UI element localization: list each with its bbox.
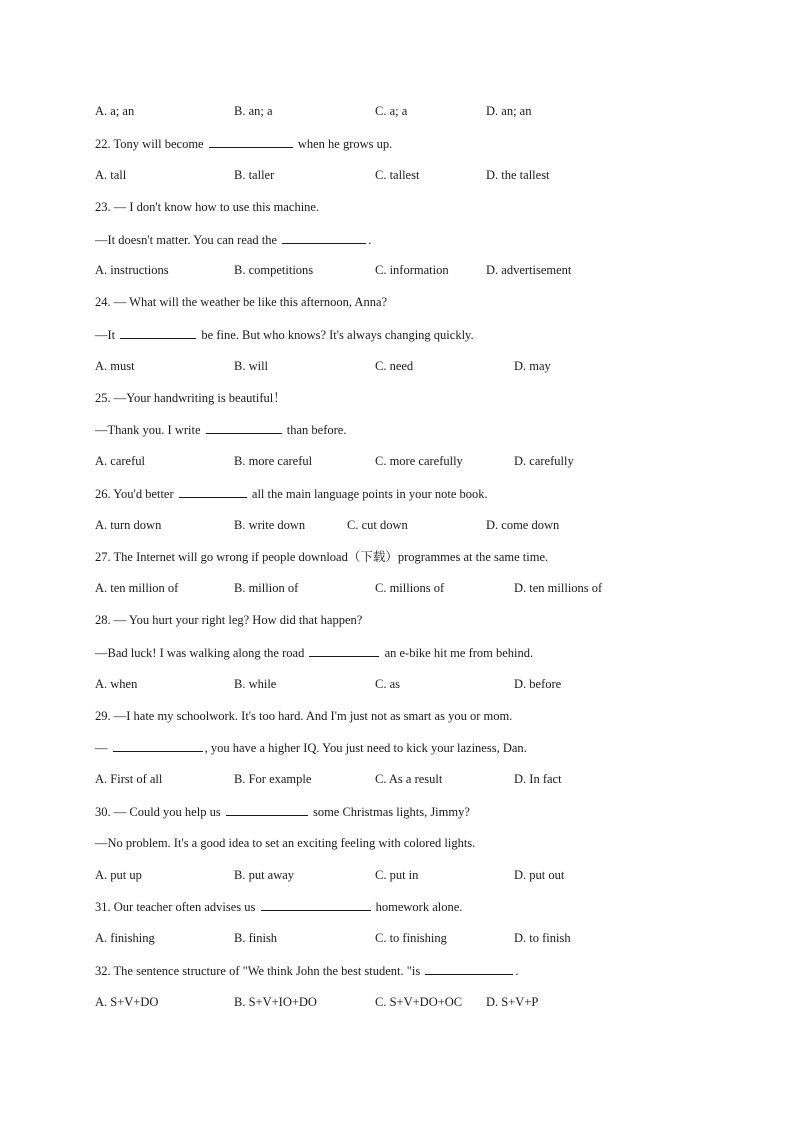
q27-option-d[interactable]: D. ten millions of <box>514 581 603 595</box>
q27-stem: 27. The Internet will go wrong if people download（下载）programmes at the same time. <box>95 550 549 564</box>
q29-option-d[interactable]: D. In fact <box>514 772 562 786</box>
q31-option-d[interactable]: D. to finish <box>514 931 571 945</box>
q31-blank[interactable] <box>261 898 371 911</box>
q21-option-b[interactable]: B. an; a <box>234 104 273 118</box>
q24-options <box>95 358 715 374</box>
q30-option-a[interactable]: A. put up <box>95 868 142 882</box>
q29-option-a[interactable]: A. First of all <box>95 772 163 786</box>
q32-option-c[interactable]: C. S+V+DO+OC <box>375 995 463 1009</box>
q23-stem: 23. — I don't know how to use this machine. <box>95 200 320 214</box>
q29-option-c[interactable]: C. As a result <box>375 772 443 786</box>
q24-option-d[interactable]: D. may <box>514 359 551 373</box>
q21-options <box>95 103 715 119</box>
q30-stem: 30. — Could you help us some Christmas lights, Jimmy? <box>95 805 470 819</box>
q26-option-c[interactable]: C. cut down <box>347 518 408 532</box>
q24-option-b[interactable]: B. will <box>234 359 269 373</box>
q25-option-a[interactable]: A. careful <box>95 454 145 468</box>
q28-stem: 28. — You hurt your right leg? How did that happen? <box>95 613 363 627</box>
q28-option-d[interactable]: D. before <box>514 677 562 691</box>
q23-option-b[interactable]: B. competitions <box>234 263 314 277</box>
q32-stem: 32. The sentence structure of "We think John the best student. "is . <box>95 964 519 978</box>
q22-blank[interactable] <box>209 135 293 148</box>
q23-options <box>95 262 715 278</box>
q30-reply: —No problem. It's a good idea to set an exciting feeling with colored lights. <box>95 836 476 850</box>
q22-option-b[interactable]: B. taller <box>234 168 275 182</box>
q27-option-b[interactable]: B. million of <box>234 581 299 595</box>
q25-reply: —Thank you. I write than before. <box>95 423 347 437</box>
q27-options <box>95 580 715 596</box>
q29-stem: 29. —I hate my schoolwork. It's too hard. And I'm just not as smart as you or mom. <box>95 709 513 723</box>
q32-option-d[interactable]: D. S+V+P <box>486 995 539 1009</box>
q26-blank[interactable] <box>179 485 247 498</box>
q22-options <box>95 167 715 183</box>
q22-option-c[interactable]: C. tallest <box>375 168 420 182</box>
q24-reply: —It be fine. But who knows? It's always changing quickly. <box>95 328 474 342</box>
q29-option-b[interactable]: B. For example <box>234 772 312 786</box>
q28-option-c[interactable]: C. as <box>375 677 400 691</box>
q25-option-d[interactable]: D. carefully <box>514 454 574 468</box>
q28-reply: —Bad luck! I was walking along the road an e-bike hit me from behind. <box>95 646 534 660</box>
q30-options <box>95 867 715 883</box>
q23-option-a[interactable]: A. instructions <box>95 263 169 277</box>
q32-options <box>95 994 715 1010</box>
q31-option-a[interactable]: A. finishing <box>95 931 155 945</box>
q26-option-a[interactable]: A. turn down <box>95 518 162 532</box>
q22-option-d[interactable]: D. the tallest <box>486 168 550 182</box>
q30-blank[interactable] <box>226 803 308 816</box>
q21-option-a[interactable]: A. a; an <box>95 104 135 118</box>
q29-blank[interactable] <box>113 739 203 752</box>
q23-option-c[interactable]: C. information <box>375 263 449 277</box>
q32-blank[interactable] <box>425 962 513 975</box>
q23-option-d[interactable]: D. advertisement <box>486 263 572 277</box>
q28-blank[interactable] <box>309 644 379 657</box>
q27-option-a[interactable]: A. ten million of <box>95 581 179 595</box>
q31-options <box>95 930 715 946</box>
q26-options <box>95 517 715 533</box>
q31-stem: 31. Our teacher often advises us homework alone. <box>95 900 463 914</box>
q27-option-c[interactable]: C. millions of <box>375 581 445 595</box>
q25-stem: 25. —Your handwriting is beautiful！ <box>95 391 286 405</box>
q21-option-d[interactable]: D. an; an <box>486 104 532 118</box>
q22-option-a[interactable]: A. tall <box>95 168 127 182</box>
q32-option-a[interactable]: A. S+V+DO <box>95 995 159 1009</box>
q24-stem: 24. — What will the weather be like this afternoon, Anna? <box>95 295 388 309</box>
q25-option-b[interactable]: B. more careful <box>234 454 313 468</box>
q26-stem: 26. You'd better all the main language points in your note book. <box>95 487 488 501</box>
q25-option-c[interactable]: C. more carefully <box>375 454 463 468</box>
q24-blank[interactable] <box>120 326 196 339</box>
q24-option-a[interactable]: A. must <box>95 359 135 373</box>
q24-option-c[interactable]: C. need <box>375 359 414 373</box>
q25-options <box>95 453 715 469</box>
q28-option-b[interactable]: B. while <box>234 677 277 691</box>
q31-option-b[interactable]: B. finish <box>234 931 278 945</box>
q26-option-b[interactable]: B. write down <box>234 518 306 532</box>
q32-option-b[interactable]: B. S+V+IO+DO <box>234 995 317 1009</box>
q28-option-a[interactable]: A. when <box>95 677 138 691</box>
q22-stem: 22. Tony will become when he grows up. <box>95 137 393 151</box>
q23-reply: —It doesn't matter. You can read the . <box>95 233 372 247</box>
q29-reply: — , you have a higher IQ. You just need to kick your laziness, Dan. <box>95 741 527 755</box>
q29-options <box>95 771 715 787</box>
q30-option-c[interactable]: C. put in <box>375 868 419 882</box>
q30-option-d[interactable]: D. put out <box>514 868 565 882</box>
q31-option-c[interactable]: C. to finishing <box>375 931 447 945</box>
q23-blank[interactable] <box>282 231 366 244</box>
q26-option-d[interactable]: D. come down <box>486 518 560 532</box>
q28-options <box>95 676 715 692</box>
q25-blank[interactable] <box>206 421 282 434</box>
q30-option-b[interactable]: B. put away <box>234 868 295 882</box>
q21-option-c[interactable]: C. a; a <box>375 104 408 118</box>
